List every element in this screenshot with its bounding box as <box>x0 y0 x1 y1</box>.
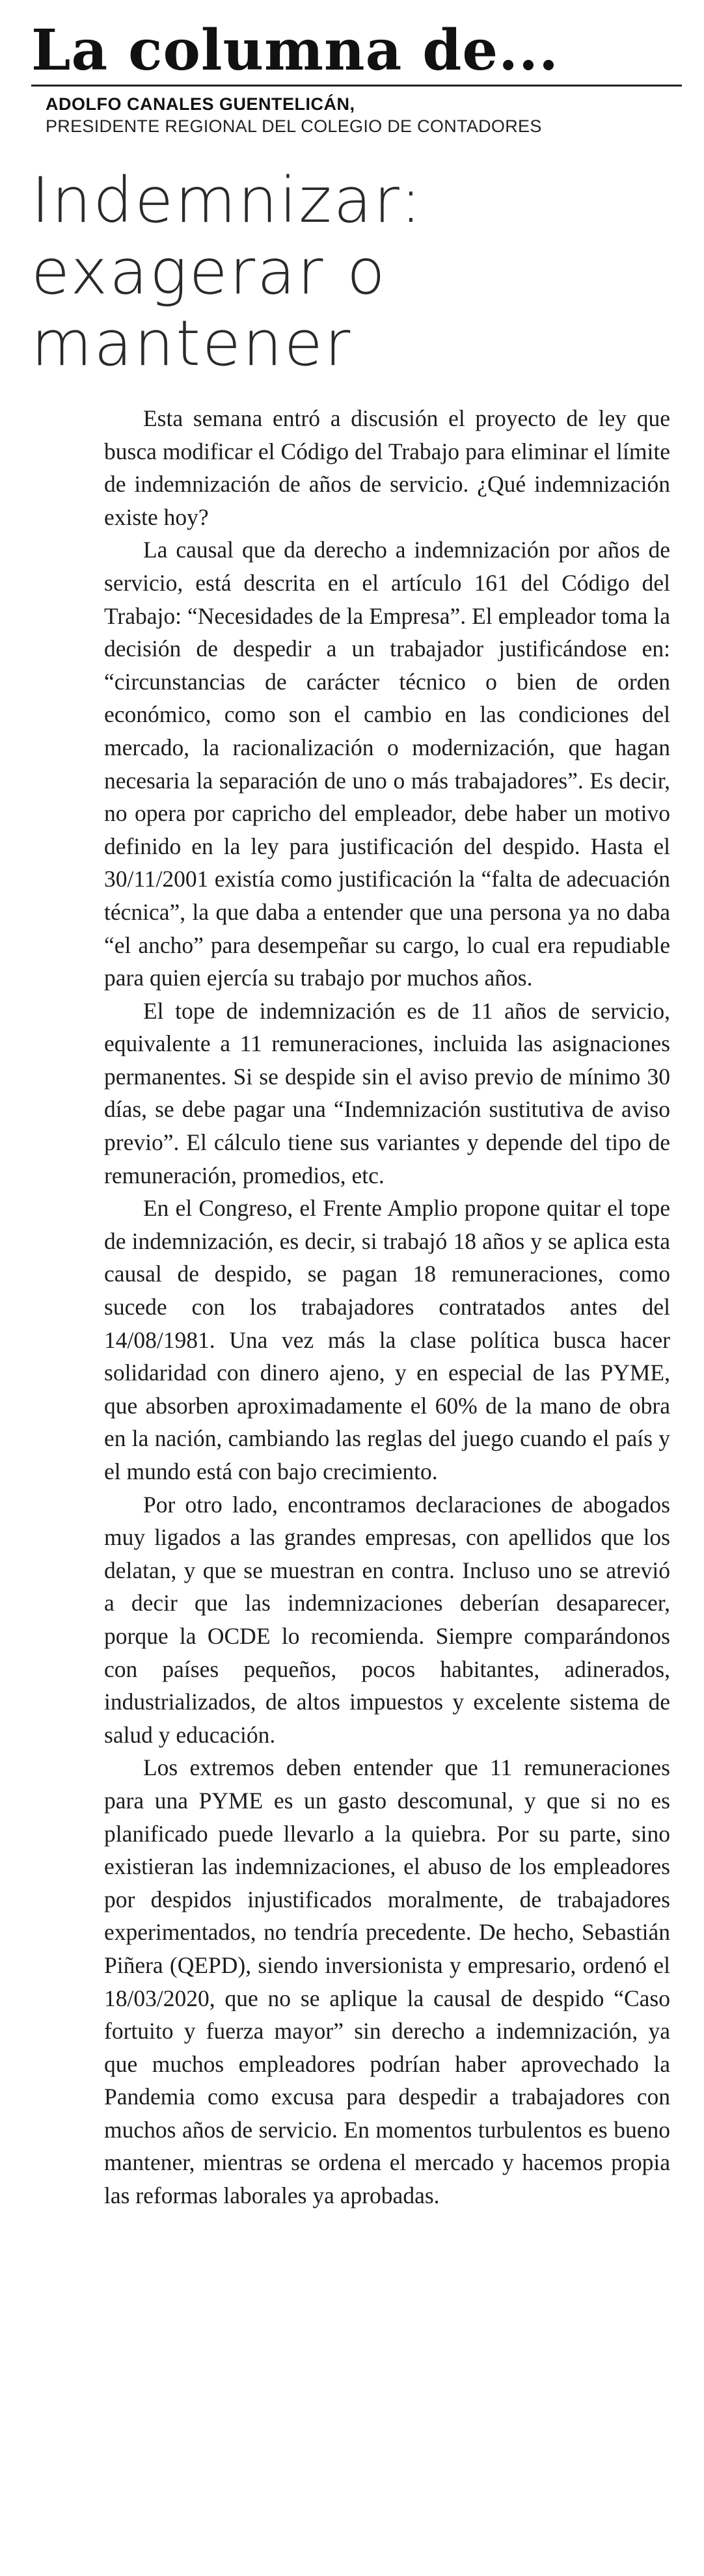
article-paragraph: Esta semana entró a discusión el proyecto de ley que busca modificar el Código del Trabajo para eliminar el límite de indemnización de años de servicio. ¿Qué indemnización existe hoy? <box>104 405 670 530</box>
author-name: ADOLFO CANALES GUENTELICÁN, <box>46 94 355 114</box>
article-paragraph: Los extremos deben entender que 11 remuneraciones para una PYME es un gasto descomunal, y que si no es planificado puede llevarlo a la quiebra. Por su parte, sino existieran las indemnizaciones, el abuso de los empleadores por despidos injustificados moralmente, de trabajadores experimentados, no tendría precedente. De hecho, Sebastián Piñera (QEPD), siendo inversionista y empresario, ordenó el 18/03/2020, que no se aplique la causal de despido “Caso fortuito y fuerza mayor” sin derecho a indemnización, ya que muchos empleadores podrían haber aprovechado la Pandemia como excusa para despedir a trabajadores con muchos años de servicio. En momentos turbulentos es bueno mantener, mientras se ordena el mercado y hacemos propia las reformas laborales ya aprobadas. <box>104 1754 670 2209</box>
article-paragraph: Por otro lado, encontramos declaraciones de abogados muy ligados a las grandes empresas, con apellidos que los delatan, y que se muestran en contra. Incluso uno se atrevió a decir que las indemnizaciones deberían desaparecer, porque la OCDE lo recomienda. Siempre comparándonos con países pequeños, pocos habitantes, adinerados, industrializados, de altos impuestos y excelente sistema de salud y educación. <box>104 1491 670 1748</box>
article-paragraph: El tope de indemnización es de 11 años de servicio, equivalente a 11 remuneraciones, incluida las asignaciones permanentes. Si se despide sin el aviso previo de mínimo 30 días, se debe pagar una “Indemnización sustitutiva de aviso previo”. El cálculo tiene sus variantes y depende del tipo de remuneración, promedios, etc. <box>104 997 670 1188</box>
article-body <box>104 402 670 2212</box>
author-role: PRESIDENTE REGIONAL DEL COLEGIO DE CONTADORES <box>46 116 542 136</box>
article-paragraph: La causal que da derecho a indemnización por años de servicio, está descrita en el artículo 161 del Código del Trabajo: “Necesidades de la Empresa”. El empleador toma la decisión de despedir a un trabajador justificándose en: “circunstancias de carácter técnico o bien de orden económico, como son el cambio en las condiciones del mercado, la racionalización o modernización, que hagan necesaria la separación de uno o más trabajadores”. Es decir, no opera por capricho del empleador, debe haber un motivo definido en la ley para justificación del despido. Hasta el 30/11/2001 existía como justificación la “falta de adecuación técnica”, la que daba a entender que una persona ya no daba “el ancho” para desempeñar su cargo, lo cual era repudiable para quien ejercía su trabajo por muchos años. <box>104 537 670 991</box>
column-header <box>31 20 683 379</box>
article-paragraph: En el Congreso, el Frente Amplio propone quitar el tope de indemnización, es decir, si trabajó 18 años y se aplica esta causal de despido, se pagan 18 remuneraciones, como sucede con los trabajadores contratados antes del 14/08/1981. Una vez más la clase política busca hacer solidaridad con dinero ajeno, y en especial de las PYME, que absorben aproximadamente el 60% de la mano de obra en la nación, cambiando las reglas del juego cuando el país y el mundo está con bajo crecimiento. <box>104 1195 670 1484</box>
column-title: La columna de... <box>31 18 559 83</box>
article-headline: Indemnizar: exagerar o mantener <box>31 164 424 380</box>
header-divider <box>31 85 682 87</box>
